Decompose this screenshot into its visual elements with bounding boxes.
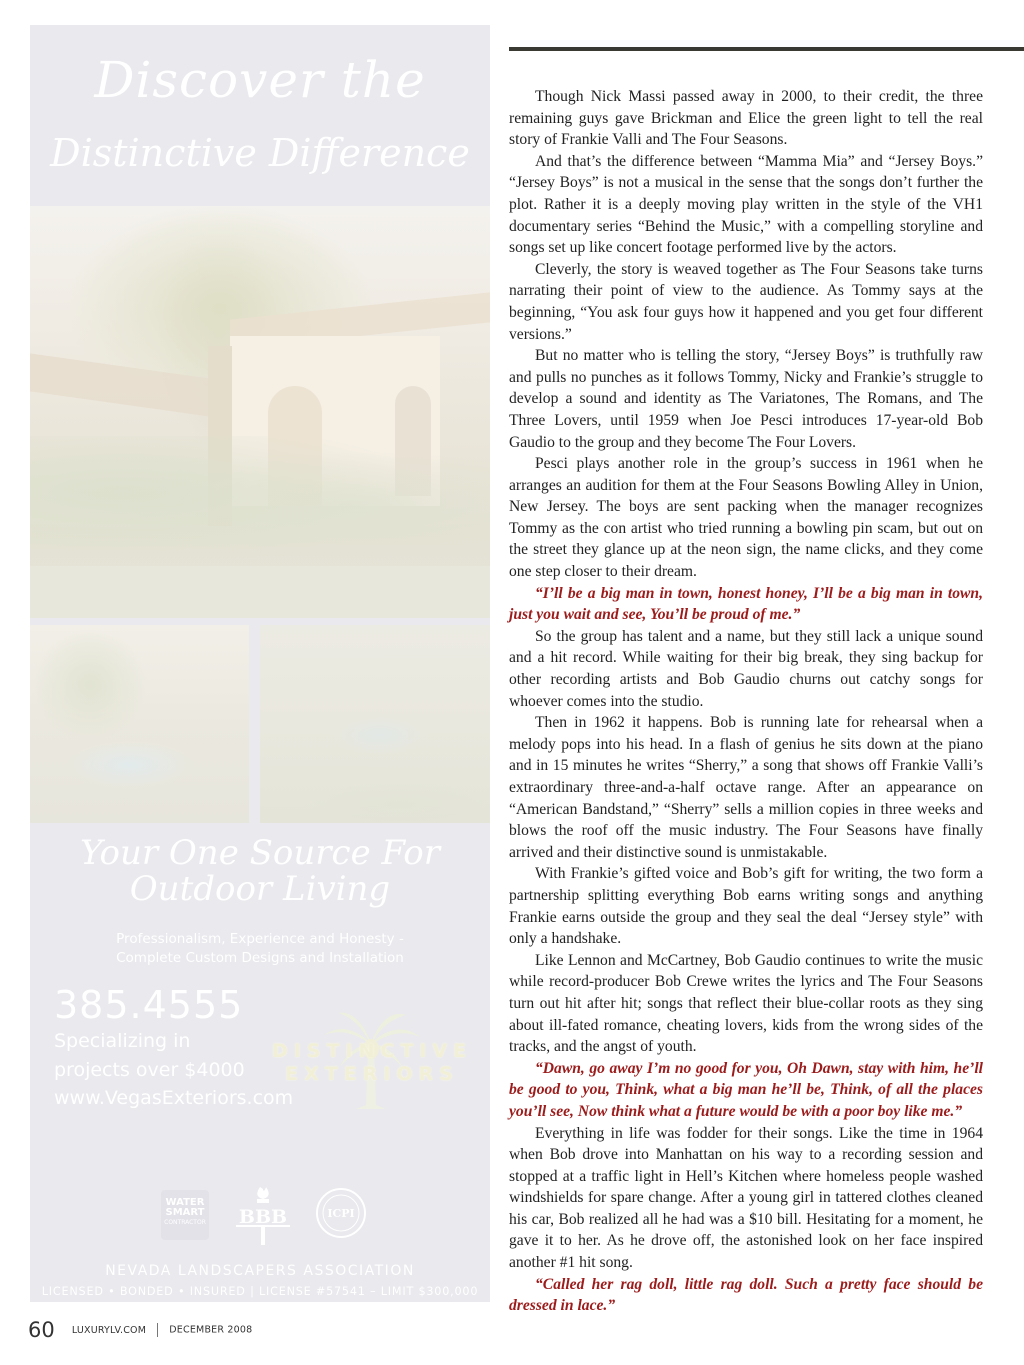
footer-divider xyxy=(157,1323,158,1337)
bbb-badge xyxy=(230,1185,296,1247)
badge-text: SMART xyxy=(165,1207,205,1218)
page-number: 60 xyxy=(28,1318,55,1342)
ad-tagline xyxy=(30,930,490,968)
page-footer xyxy=(28,1318,252,1342)
ad-specializing xyxy=(54,1027,245,1085)
ad-license-line1: LICENSED • BONDED • INSURED | LICENSE #57541 – LIMIT $300,000 xyxy=(41,1285,479,1298)
article-paragraph: And that’s the difference between “Mamma Mia” and “Jersey Boys.” “Jersey Boys” is not a musical in the sense that the songs don’t further the plot. Rather it is a deeply moving play written in the style of the VH1 documentary series “Behind the Music,” with a compelling storyline and songs set up like concert footage performed live by the actors. xyxy=(509,152,983,257)
ad-tagline-line1: Professionalism, Experience and Honesty - xyxy=(116,931,404,947)
article-paragraph: Cleverly, the story is weaved together as The Four Seasons take turns narrating their point of view to the audience. As Tommy says at the beginning, “You ask four guys how it happened and you get four different versions.” xyxy=(509,260,983,343)
icpi-text: ICPI xyxy=(327,1207,355,1220)
icpi-badge xyxy=(315,1187,367,1239)
badge-text: WATER xyxy=(165,1197,205,1208)
bbb-torch-icon xyxy=(230,1185,296,1247)
logo-word-exteriors: EXTERIORS xyxy=(285,1063,459,1085)
ad-website-link[interactable]: www.VegasExteriors.com xyxy=(54,1087,294,1109)
article-paragraph: Like Lennon and McCartney, Bob Gaudio continues to write the music while record-producer Bob Crewe writes the lyrics and The Four Seasons turn out hit after hit; songs that reflect their blue-collar roots as they sing about ill-fated romance, cheating lovers, kids from the wrong sides of the tracks, and the angst of youth. xyxy=(509,951,983,1056)
footer-site: LUXURYLV.COM xyxy=(71,1324,147,1336)
article-paragraph: So the group has talent and a name, but they still lack a unique sound and a hit record. While waiting for their big break, they sing backup for other recording artists and Bob Gaudio churns out catchy songs for whoever comes into the studio. xyxy=(509,627,983,710)
ad-slogan xyxy=(30,835,490,907)
lawn xyxy=(30,566,490,618)
article-paragraph: Everything in life was fodder for their songs. Like the time in 1964 when Bob drove into Manhattan on his way to a recording session and stopped at a traffic light in Hell’s Kitchen where homeless people washed windshields for spare change. After a young girl in tattered clothes cleaned his car, Bob realized all he had was a $10 bill. Hesitating for a moment, he gave it to her. As he drove off, the astonished look on her face inspired another #1 hit song. xyxy=(509,1124,983,1272)
article-body xyxy=(509,86,983,1317)
lyric-quote: “I’ll be a big man in town, honest honey, I’ll be a big man in town, just you wait and see, You’ll be proud of me.” xyxy=(509,584,983,624)
article-paragraph: But no matter who is telling the story, “Jersey Boys” is truthfully raw and pulls no punches as it follows Tommy, Nicky and Frankie’s struggle to develop a sound and identity as The Variatones, The Romans, and The Three Lovers, until 1959 when Joe Pesci introduces 17-year-old Bob Gaudio to the group and they become The Four Lovers. xyxy=(509,347,983,451)
badge-text: CONTRACTOR xyxy=(164,1219,206,1226)
shrubs xyxy=(30,436,490,576)
article-paragraph: With Frankie’s gifted voice and Bob’s gift for writing, the two form a partnership splitting everything Bob earns writing songs and anything Frankie earns outside the group and they seal the deal “Jersey style” with only a handshake. xyxy=(509,865,983,948)
ad-slogan-line1: Your One Source For xyxy=(80,833,440,873)
article-paragraph: Pesci plays another role in the group’s success in 1961 when he arranges an audition for them at the Four Seasons Bowling Alley in Union, New Jersey. The boys are sent packing when the manager recognizes Tommy as the con artist who tried running a bowling pin scam, but out on the street they glance up at the neon sign, the name clicks, and they come one step closer to their dream. xyxy=(509,455,983,581)
distinctive-exteriors-logo xyxy=(256,1005,488,1115)
ad-association: NEVADA LANDSCAPERS ASSOCIATION xyxy=(105,1263,415,1279)
ad-headline xyxy=(30,25,490,205)
header-rule xyxy=(509,47,1024,51)
ad-putting-green-photo xyxy=(260,625,490,823)
ad-headline-line2: Distinctive Difference xyxy=(50,131,470,175)
ad-pool-photo xyxy=(30,625,249,823)
ad-license-line2: LICENSE #65132 – LIMIT $50,000 xyxy=(154,1304,366,1317)
ad-specializing-line1: Specializing in xyxy=(54,1030,191,1052)
ad-headline-line1: Discover the xyxy=(94,51,426,109)
lyric-quote: “Dawn, go away I’m no good for you, Oh Dawn, stay with him, he’ll be good to you, Think, what a big man he’ll be, Think, of all the places you’ll see, Now think what a future would be with a poor boy like me.” xyxy=(509,1059,983,1120)
lyric-quote: “Called her rag doll, little rag doll. Such a pretty face should be dressed in lace.” xyxy=(509,1275,983,1315)
ad-specializing-line2: projects over $4000 xyxy=(54,1059,245,1081)
article-paragraph: Though Nick Massi passed away in 2000, to their credit, the three remaining guys gave Brickman and Elice the green light to tell the real story of Frankie Valli and The Four Seasons. xyxy=(509,88,983,149)
ad-slogan-line2: Outdoor Living xyxy=(129,869,391,909)
article-paragraph: Then in 1962 it happens. Bob is running late for rehearsal when a melody pops into his head. In a flash of genius he sits down at the piano and in 15 minutes he writes “Sherry,” a song that shows off Frankie Valli’s extraordinary three-and-a-half octave range. After an appearance on “American Bandstand,” “Sherry” sells a million copies in three weeks and blows the roof off the music industry. The Four Seasons have finally arrived and their distinctive sound is unmistakable. xyxy=(509,714,983,861)
ad-house-photo xyxy=(30,206,490,618)
logo-word-distinctive: DISTINCTIVE xyxy=(271,1040,473,1062)
ad-phone-number: 385.4555 xyxy=(54,983,244,1027)
bbb-text: BBB xyxy=(238,1206,288,1228)
water-smart-contractor-badge xyxy=(161,1190,209,1240)
footer-date: DECEMBER 2008 xyxy=(169,1324,253,1336)
ad-tagline-line2: Complete Custom Designs and Installation xyxy=(116,950,404,966)
icpi-seal-icon xyxy=(315,1187,367,1239)
advertisement xyxy=(30,25,490,1317)
